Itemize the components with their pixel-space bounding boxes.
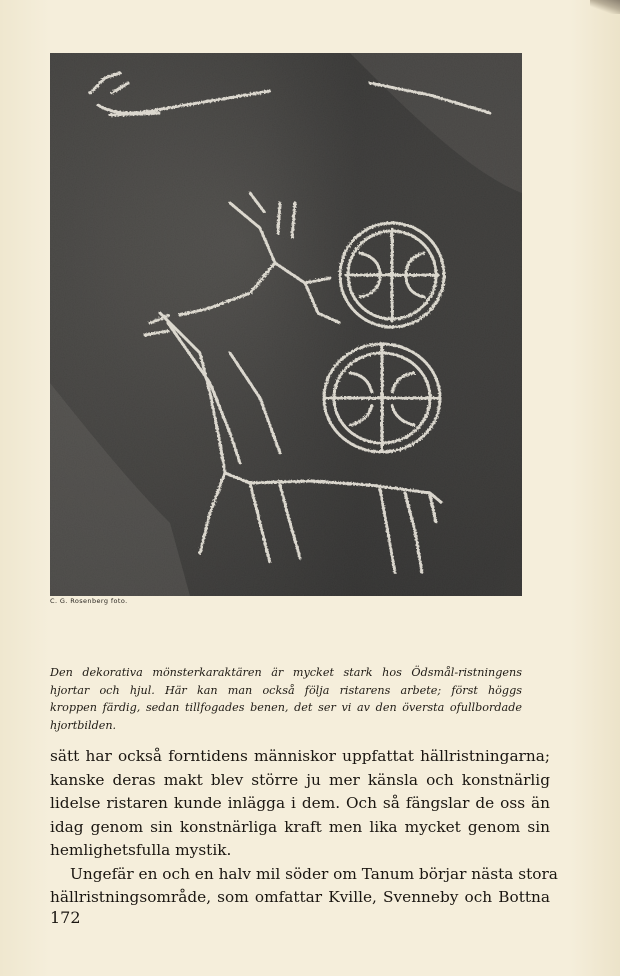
rock-carving-image: [50, 53, 522, 596]
photo-credit: C. G. Rosenberg foto.: [50, 597, 128, 605]
page-corner-shadow: [590, 0, 620, 14]
body-line: hällristningsområde, som omfattar Kville, Svenneby och Bottna: [50, 888, 550, 906]
caption-line: hjortbilden.: [50, 718, 117, 732]
body-line: Ungefär en och en halv mil söder om Tanum börjar nästa stora: [70, 864, 558, 883]
body-text: [50, 745, 558, 910]
body-line: lidelse ristaren kunde inlägga i dem. Och så fängslar de oss än: [50, 794, 550, 812]
body-line: sätt har också forntidens människor uppfattat hällristningarna;: [50, 747, 550, 765]
body-line: idag genom sin konstnärliga kraft men lika mycket genom sin: [50, 817, 550, 836]
page-number: 172: [50, 908, 81, 927]
photo-caption: [50, 664, 522, 734]
body-line: kanske deras makt blev större ju mer känsla och konstnärlig: [50, 770, 550, 789]
caption-line: kroppen färdig, sedan tillfogades benen, det ser vi av den översta ofullbordade: [50, 701, 522, 714]
caption-line: Den dekorativa mönsterkaraktären är mycket stark hos Ödsmål-ristningens: [50, 666, 522, 679]
rock-carving-photo: [50, 53, 522, 596]
body-line: hemlighetsfulla mystik.: [50, 841, 232, 859]
caption-line: hjortar och hjul. Här kan man också följa ristarens arbete; först höggs: [50, 683, 522, 697]
